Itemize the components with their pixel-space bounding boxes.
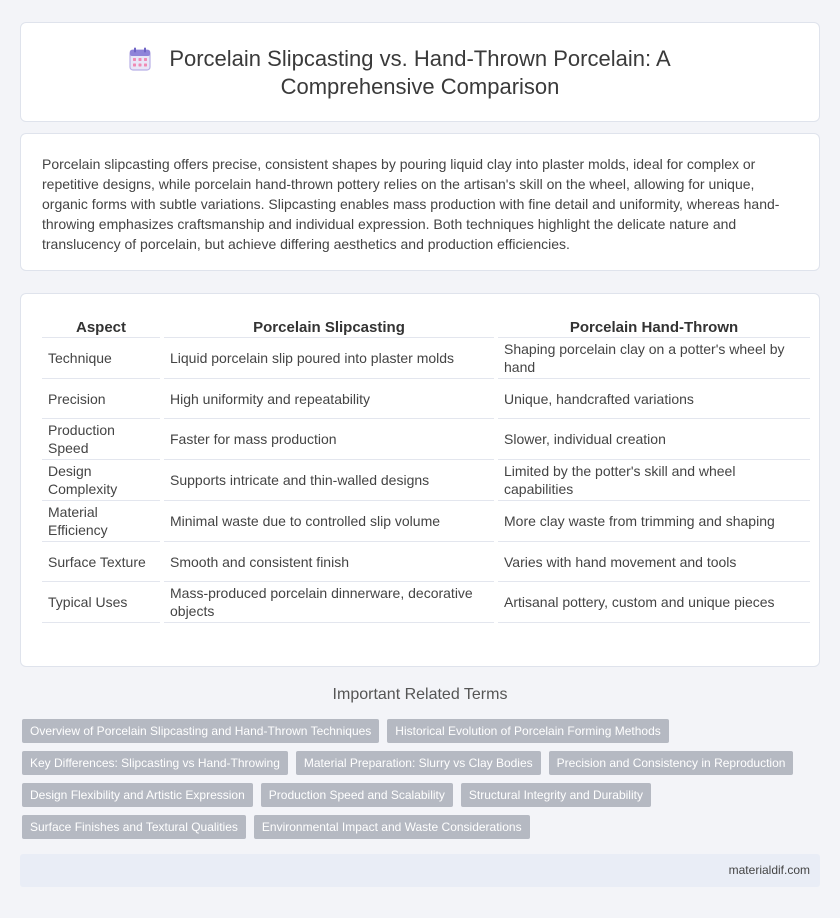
table-cell: Production Speed (42, 419, 160, 460)
tag-row (22, 751, 812, 775)
table-row (42, 501, 810, 542)
table-cell: Technique (42, 338, 160, 379)
table-cell: Material Efficiency (42, 501, 160, 542)
related-term-tag[interactable]: Design Flexibility and Artistic Expression (22, 783, 253, 807)
table-cell: Liquid porcelain slip poured into plaster molds (164, 338, 494, 379)
table-cell: Artisanal pottery, custom and unique pieces (498, 582, 810, 623)
column-header-hand-thrown: Porcelain Hand-Thrown (498, 316, 810, 338)
header-card (20, 22, 820, 122)
related-term-tag[interactable]: Structural Integrity and Durability (461, 783, 651, 807)
comparison-card (20, 293, 820, 667)
footer-site-name[interactable]: materialdif.com (728, 863, 810, 877)
table-cell: Slower, individual creation (498, 419, 810, 460)
tag-row (22, 783, 812, 807)
tag-row (22, 815, 812, 839)
intro-paragraph: Porcelain slipcasting offers precise, consistent shapes by pouring liquid clay into plaster molds, ideal for complex or repetitive designs, while porcelain hand-thrown pottery relies on the artisan's skill on the wheel, allowing for unique, organic forms with subtle variations. Slipcasting enables mass production with fine detail and uniformity, whereas hand-throwing emphasizes craftsmanship and individual expression. Both techniques highlight the delicate nature and translucency of porcelain, but achieve differing aesthetics and production efficiencies. (42, 156, 780, 252)
table-row (42, 582, 810, 623)
table-cell: Minimal waste due to controlled slip volume (164, 501, 494, 542)
comparison-table (38, 316, 814, 623)
related-terms-heading: Important Related Terms (332, 686, 508, 703)
column-header-slipcasting: Porcelain Slipcasting (164, 316, 494, 338)
related-term-tag[interactable]: Overview of Porcelain Slipcasting and Hand-Thrown Techniques (22, 719, 379, 743)
table-header-row (42, 316, 810, 338)
related-terms-list (22, 719, 812, 847)
table-row (42, 542, 810, 582)
table-cell: Smooth and consistent finish (164, 542, 494, 582)
table-row (42, 379, 810, 419)
related-term-tag[interactable]: Production Speed and Scalability (261, 783, 453, 807)
table-cell: Supports intricate and thin-walled designs (164, 460, 494, 501)
table-cell: Varies with hand movement and tools (498, 542, 810, 582)
related-term-tag[interactable]: Key Differences: Slipcasting vs Hand-Throwing (22, 751, 288, 775)
page-title: Porcelain Slipcasting vs. Hand-Thrown Porcelain: A Comprehensive Comparison (169, 46, 671, 99)
related-term-tag[interactable]: Precision and Consistency in Reproduction (549, 751, 794, 775)
footer (20, 854, 820, 887)
related-term-tag[interactable]: Environmental Impact and Waste Considerations (254, 815, 530, 839)
table-row (42, 338, 810, 379)
tag-row (22, 719, 812, 743)
table-cell: Limited by the potter's skill and wheel capabilities (498, 460, 810, 501)
intro-card (20, 133, 820, 271)
table-cell: Precision (42, 379, 160, 419)
table-cell: Unique, handcrafted variations (498, 379, 810, 419)
table-cell: Typical Uses (42, 582, 160, 623)
table-cell: Surface Texture (42, 542, 160, 582)
table-cell: High uniformity and repeatability (164, 379, 494, 419)
table-cell: More clay waste from trimming and shaping (498, 501, 810, 542)
related-term-tag[interactable]: Historical Evolution of Porcelain Forming Methods (387, 719, 668, 743)
table-row (42, 460, 810, 501)
table-cell: Mass-produced porcelain dinnerware, decorative objects (164, 582, 494, 623)
related-term-tag[interactable]: Material Preparation: Slurry vs Clay Bodies (296, 751, 541, 775)
table-cell: Design Complexity (42, 460, 160, 501)
table-row (42, 419, 810, 460)
table-cell: Shaping porcelain clay on a potter's wheel by hand (498, 338, 810, 379)
related-term-tag[interactable]: Surface Finishes and Textural Qualities (22, 815, 246, 839)
column-header-aspect: Aspect (42, 316, 160, 338)
table-cell: Faster for mass production (164, 419, 494, 460)
